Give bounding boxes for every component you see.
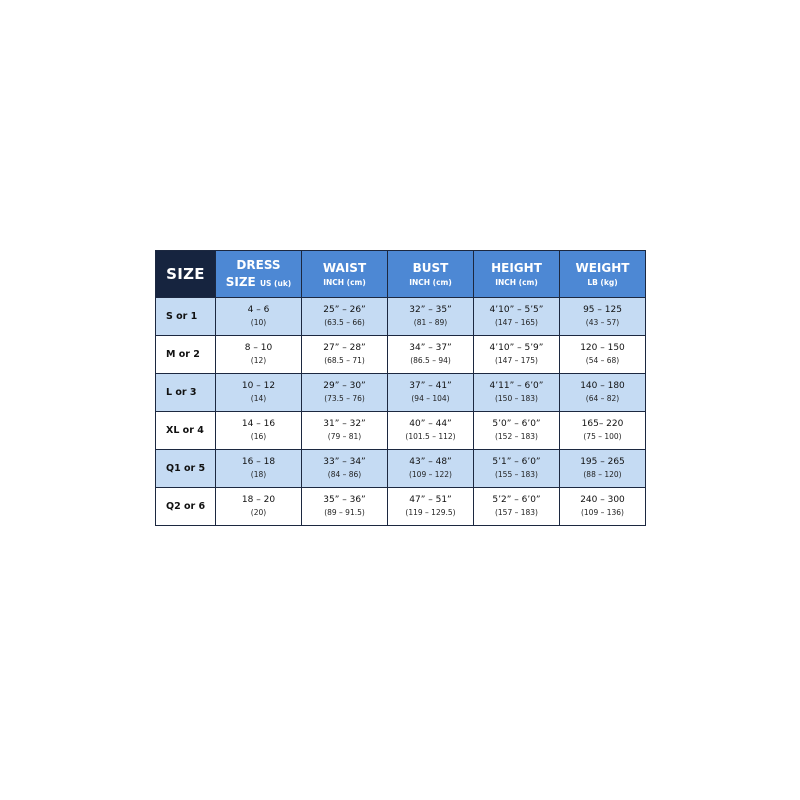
bust-value: 47” – 51”	[409, 495, 452, 505]
bust-header-unit: INCH (cm)	[409, 277, 452, 287]
height-cell	[474, 488, 560, 526]
weight-cell	[560, 336, 646, 374]
waist-value: 35” – 36”	[323, 495, 366, 505]
height-value: 4’10” – 5’5”	[489, 305, 544, 315]
weight-column-header	[560, 251, 646, 298]
dress-value: 18 – 20	[241, 495, 276, 505]
bust-metric-value: (86.5 – 94)	[410, 356, 451, 365]
bust-value: 32” – 35”	[409, 305, 452, 315]
dress-header-title: DRESS	[236, 257, 281, 272]
dress-header-title2: SIZE	[225, 274, 256, 289]
header-row	[156, 251, 646, 298]
waist-metric-value: (63.5 – 66)	[324, 318, 365, 327]
height-metric-value: (157 – 183)	[494, 508, 538, 517]
waist-cell	[302, 298, 388, 336]
dress-value: 14 – 16	[241, 419, 276, 429]
weight-header-unit: LB (kg)	[587, 277, 618, 287]
height-cell	[474, 412, 560, 450]
height-value: 5’0” – 6’0”	[492, 419, 541, 429]
weight-cell	[560, 412, 646, 450]
size-chart-table	[155, 250, 646, 526]
height-value: 5’1” – 6’0”	[492, 457, 541, 467]
weight-cell	[560, 374, 646, 412]
waist-cell	[302, 488, 388, 526]
waist-value: 31” – 32”	[323, 419, 366, 429]
height-cell	[474, 298, 560, 336]
weight-metric-value: (88 – 120)	[583, 470, 622, 479]
bust-value: 43” – 48”	[409, 457, 452, 467]
size-label-cell: Q1 or 5	[156, 450, 216, 488]
dress-cell	[216, 336, 302, 374]
waist-header-title: WAIST	[322, 260, 367, 275]
height-header-title: HEIGHT	[491, 260, 542, 275]
dress-cell	[216, 298, 302, 336]
table-row	[156, 412, 646, 450]
dress-metric-value: (20)	[250, 508, 267, 517]
dress-value: 10 – 12	[241, 381, 276, 391]
waist-value: 33” – 34”	[323, 457, 366, 467]
height-value: 5’2” – 6’0”	[492, 495, 541, 505]
dress-cell	[216, 412, 302, 450]
waist-cell	[302, 412, 388, 450]
waist-cell	[302, 450, 388, 488]
weight-value: 165– 220	[581, 419, 624, 429]
weight-header-title: WEIGHT	[575, 260, 630, 275]
weight-metric-value: (54 – 68)	[585, 356, 620, 365]
size-label-cell: M or 2	[156, 336, 216, 374]
height-metric-value: (147 – 165)	[494, 318, 538, 327]
dress-cell	[216, 374, 302, 412]
bust-value: 37” – 41”	[409, 381, 452, 391]
dress-value: 16 – 18	[241, 457, 276, 467]
height-cell	[474, 336, 560, 374]
weight-cell	[560, 488, 646, 526]
waist-cell	[302, 374, 388, 412]
height-column-header	[474, 251, 560, 298]
weight-metric-value: (64 – 82)	[585, 394, 620, 403]
dress-metric-value: (16)	[250, 432, 267, 441]
weight-value: 95 – 125	[583, 305, 622, 315]
weight-metric-value: (109 – 136)	[580, 508, 624, 517]
waist-column-header	[302, 251, 388, 298]
bust-header-title: BUST	[412, 260, 449, 275]
dress-metric-value: (18)	[250, 470, 267, 479]
dress-metric-value: (14)	[250, 394, 267, 403]
bust-cell	[388, 336, 474, 374]
size-label-cell: L or 3	[156, 374, 216, 412]
size-label-cell: Q2 or 6	[156, 488, 216, 526]
table-row	[156, 374, 646, 412]
waist-metric-value: (68.5 – 71)	[324, 356, 365, 365]
bust-column-header	[388, 251, 474, 298]
height-value: 4’11” – 6’0”	[489, 381, 544, 391]
weight-metric-value: (75 – 100)	[583, 432, 622, 441]
dress-header-line2	[216, 274, 301, 292]
weight-metric-value: (43 – 57)	[585, 318, 620, 327]
waist-value: 25” – 26”	[323, 305, 366, 315]
waist-value: 29” – 30”	[323, 381, 366, 391]
dress-value: 4 – 6	[247, 305, 270, 315]
size-label-cell: S or 1	[156, 298, 216, 336]
dress-header-unit: US (uk)	[259, 278, 292, 288]
bust-metric-value: (81 – 89)	[413, 318, 448, 327]
waist-metric-value: (84 – 86)	[327, 470, 362, 479]
waist-metric-value: (73.5 – 76)	[324, 394, 365, 403]
table-row	[156, 450, 646, 488]
height-cell	[474, 374, 560, 412]
weight-cell	[560, 298, 646, 336]
bust-cell	[388, 488, 474, 526]
bust-cell	[388, 450, 474, 488]
bust-value: 40” – 44”	[409, 419, 452, 429]
bust-metric-value: (101.5 – 112)	[405, 432, 456, 441]
size-column-header: SIZE	[156, 251, 216, 298]
weight-value: 240 – 300	[580, 495, 625, 505]
waist-metric-value: (89 – 91.5)	[324, 508, 365, 517]
height-metric-value: (155 – 183)	[494, 470, 538, 479]
bust-cell	[388, 374, 474, 412]
waist-cell	[302, 336, 388, 374]
bust-cell	[388, 298, 474, 336]
height-metric-value: (147 – 175)	[494, 356, 538, 365]
weight-value: 140 – 180	[580, 381, 625, 391]
dress-metric-value: (12)	[250, 356, 267, 365]
table-row	[156, 298, 646, 336]
height-metric-value: (152 – 183)	[494, 432, 538, 441]
table-row	[156, 488, 646, 526]
dress-cell	[216, 488, 302, 526]
size-rows	[156, 298, 646, 526]
height-cell	[474, 450, 560, 488]
height-value: 4’10” – 5’9”	[489, 343, 544, 353]
bust-value: 34” – 37”	[409, 343, 452, 353]
weight-value: 120 – 150	[580, 343, 625, 353]
waist-value: 27” – 28”	[323, 343, 366, 353]
bust-metric-value: (94 – 104)	[411, 394, 450, 403]
height-header-unit: INCH (cm)	[495, 277, 538, 287]
dress-metric-value: (10)	[250, 318, 267, 327]
dress-value: 8 – 10	[244, 343, 273, 353]
dress-column-header	[216, 251, 302, 298]
waist-header-unit: INCH (cm)	[323, 277, 366, 287]
size-label-cell: XL or 4	[156, 412, 216, 450]
bust-metric-value: (119 – 129.5)	[405, 508, 456, 517]
bust-metric-value: (109 – 122)	[408, 470, 452, 479]
bust-cell	[388, 412, 474, 450]
weight-cell	[560, 450, 646, 488]
dress-cell	[216, 450, 302, 488]
height-metric-value: (150 – 183)	[494, 394, 538, 403]
table-row	[156, 336, 646, 374]
waist-metric-value: (79 – 81)	[327, 432, 362, 441]
weight-value: 195 – 265	[580, 457, 625, 467]
